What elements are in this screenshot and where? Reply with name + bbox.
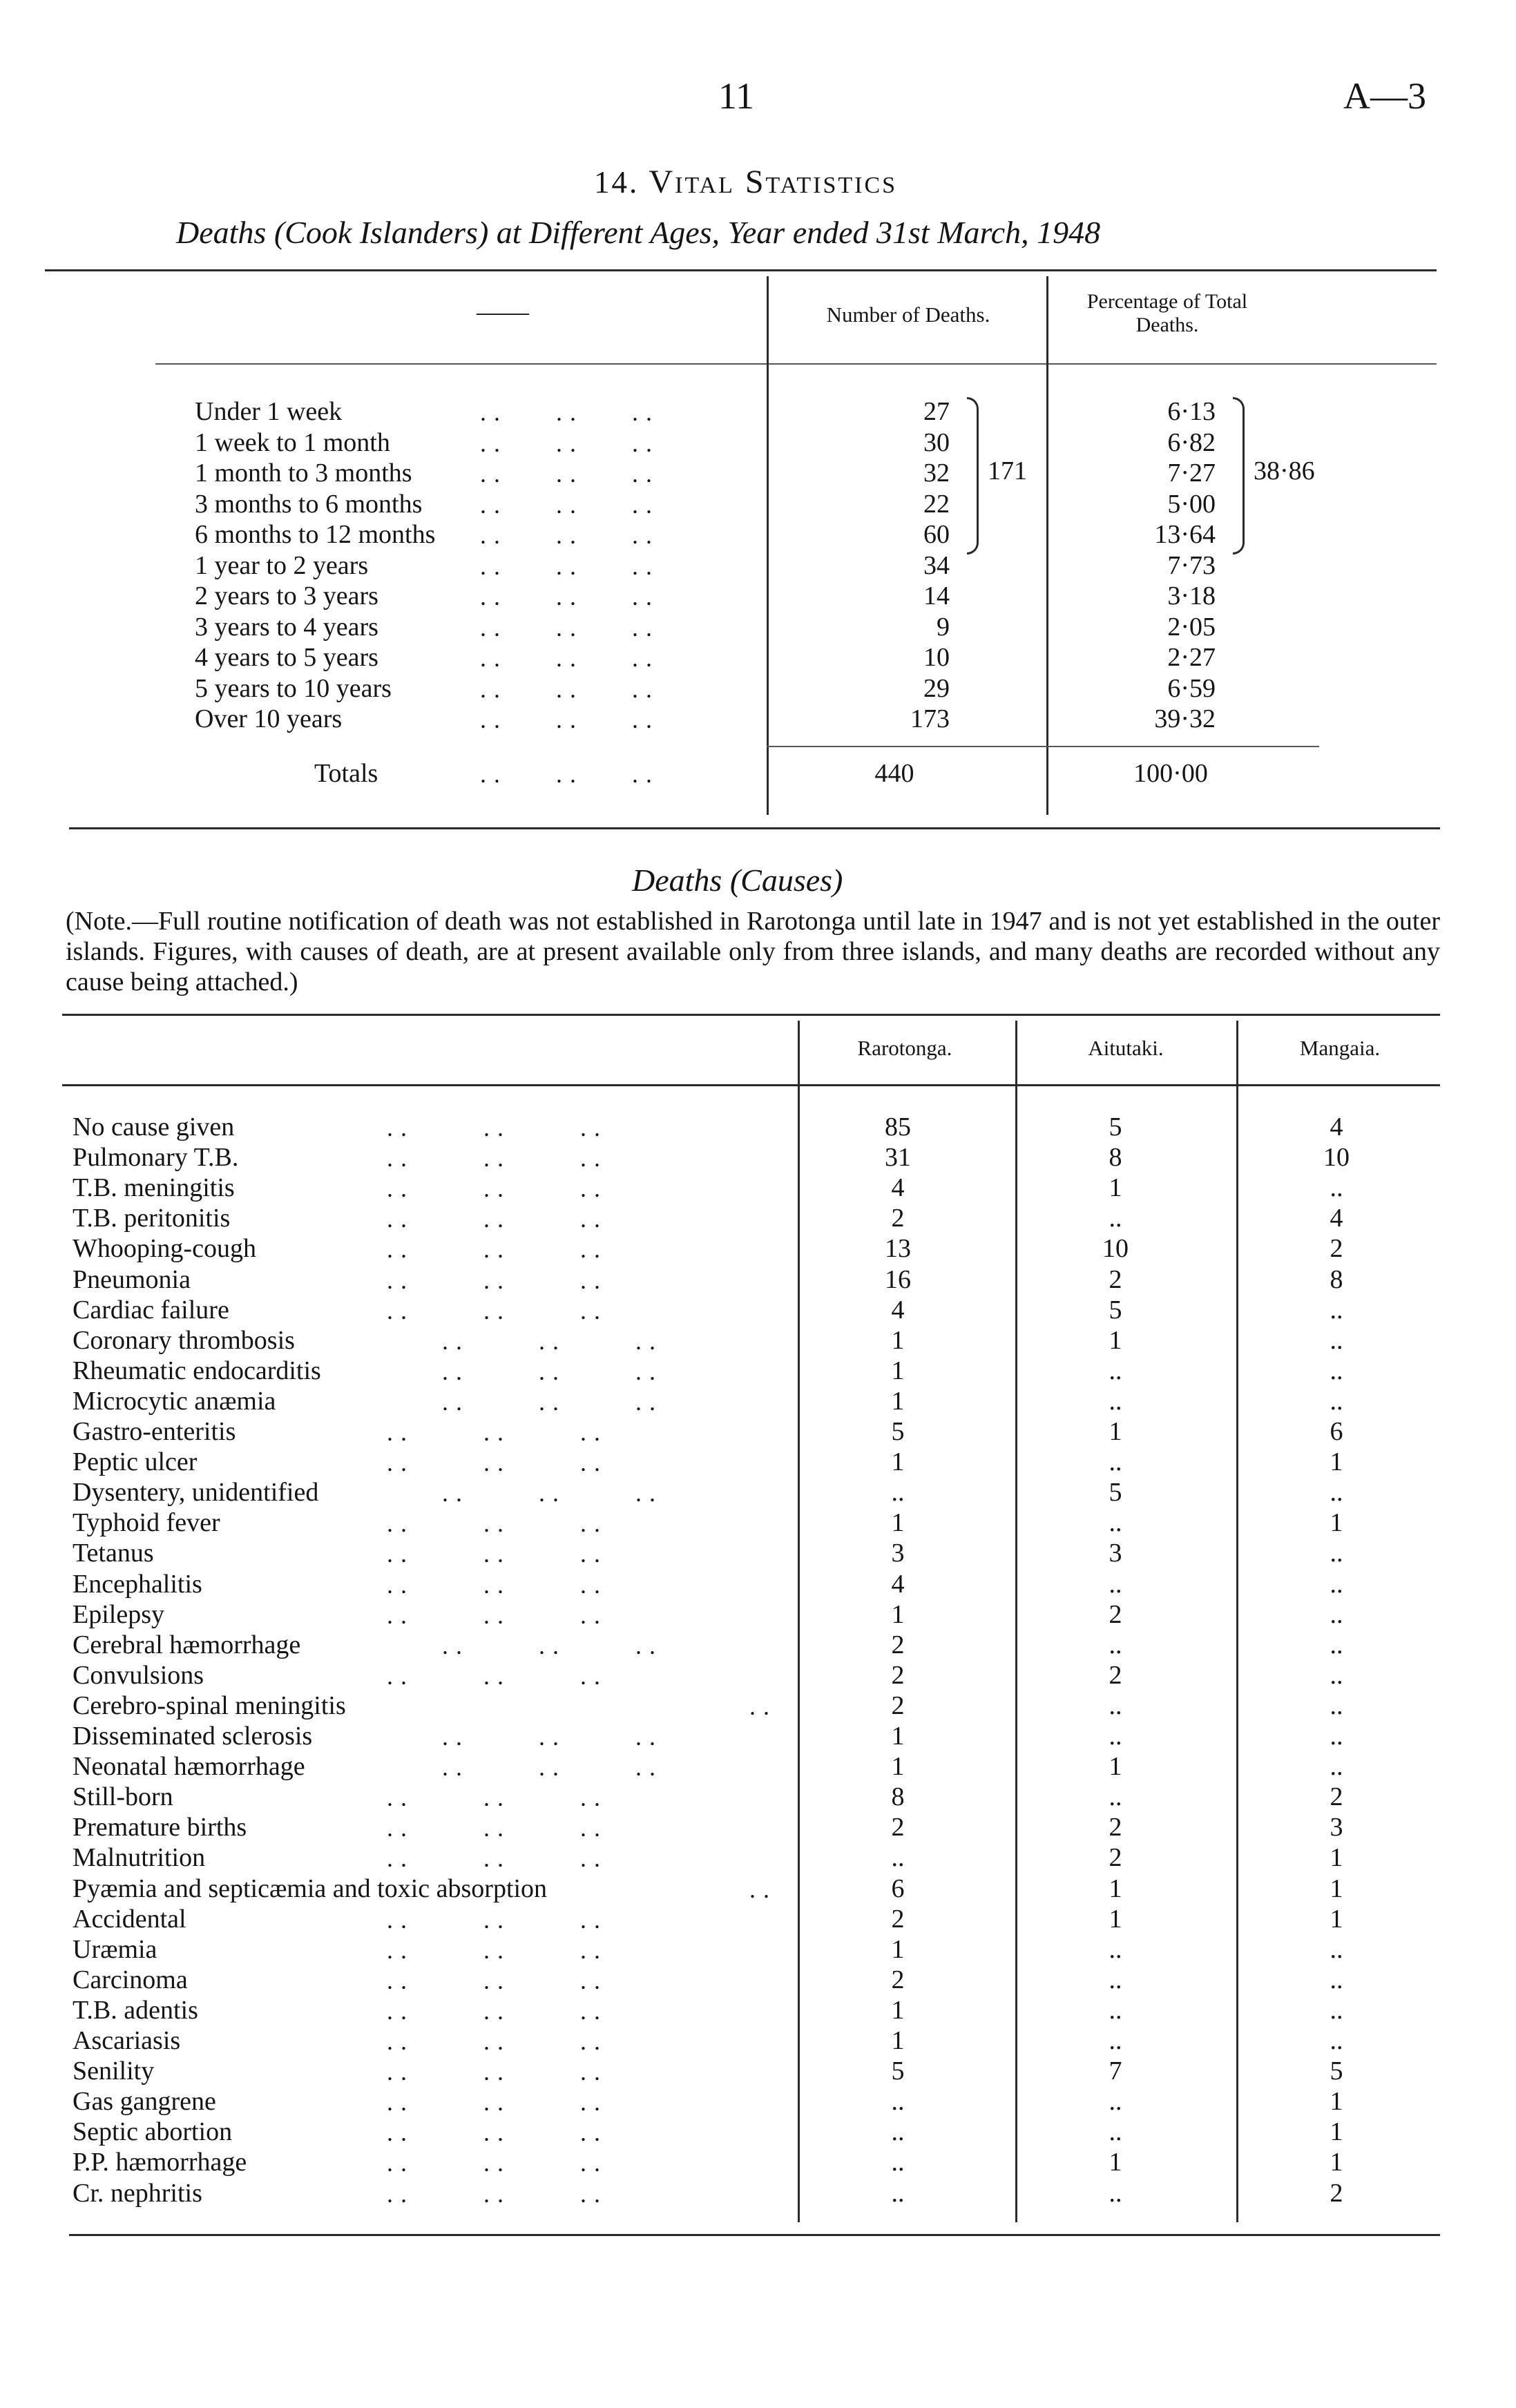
table2-cell-mangaia: .. [1330, 1570, 1343, 1599]
dot-leader: . . . . . . [442, 1327, 656, 1355]
table2-cell-mangaia: 2 [1330, 2179, 1343, 2208]
table1-row-deaths: 173 [910, 704, 950, 733]
table2-cell-aitutaki: 1 [1109, 2148, 1122, 2177]
table2-cell-aitutaki: .. [1109, 1204, 1122, 1233]
table2-cell-rarotonga: 1 [891, 1508, 905, 1537]
table2-cell-mangaia: .. [1330, 1387, 1343, 1416]
table1-row-percent: 6·82 [1167, 428, 1216, 457]
table1-row-percent: 7·73 [1167, 551, 1216, 580]
table2-cell-aitutaki: .. [1109, 1935, 1122, 1964]
dot-leader: . . . . . . [442, 1753, 656, 1781]
dot-leader: . . . . . . [387, 1175, 601, 1202]
table2-row-cause: Encephalitis [73, 1570, 202, 1599]
table2-cell-rarotonga: 1 [891, 1447, 905, 1476]
table2-cell-aitutaki: 1 [1109, 1905, 1122, 1934]
table2-row-cause: Whooping-cough [73, 1234, 256, 1263]
dot-leader: . . . . . . [387, 2119, 601, 2146]
table2-row-cause: Coronary thrombosis [73, 1326, 295, 1355]
table1-row-percent: 7·27 [1167, 459, 1216, 488]
table2-cell-rarotonga: 4 [891, 1173, 905, 1202]
table1-percent-brace [1233, 397, 1245, 555]
table1-row-label: Over 10 years [195, 704, 343, 733]
table2-row-cause: Microcytic anæmia [73, 1387, 276, 1416]
table2-cell-rarotonga: 2 [891, 1204, 905, 1233]
table2-cell-rarotonga: 6 [891, 1874, 905, 1903]
table2-cell-aitutaki: 2 [1109, 1600, 1122, 1629]
table2-cell-rarotonga: 13 [885, 1234, 911, 1263]
table2-cell-aitutaki: .. [1109, 2087, 1122, 2116]
table2-cell-rarotonga: 1 [891, 1356, 905, 1385]
table2-row-cause: Gastro-enteritis [73, 1417, 236, 1446]
table1-totals-leader: . . . . . . [480, 760, 653, 788]
table2-cell-aitutaki: 1 [1109, 1752, 1122, 1781]
dot-leader: . . . . . . [387, 1449, 601, 1476]
table2-cell-rarotonga: 2 [891, 1905, 905, 1934]
table2-cell-aitutaki: 5 [1109, 1478, 1122, 1507]
table2-cell-mangaia: .. [1330, 1691, 1343, 1720]
table2-cell-mangaia: .. [1330, 1478, 1343, 1507]
table2-cell-rarotonga: 5 [891, 2057, 905, 2086]
dot-leader: . . . . . . [480, 583, 653, 610]
table1-row-percent: 2·05 [1167, 613, 1216, 642]
page-reference: A—3 [1343, 75, 1426, 117]
table1-row-deaths: 10 [923, 643, 950, 672]
table1-row-deaths: 9 [937, 613, 950, 642]
table2-cell-rarotonga: 4 [891, 1570, 905, 1599]
dot-leader: . . . . . . [387, 1205, 601, 1233]
table2-row-cause: Accidental [73, 1905, 186, 1934]
table2-cell-rarotonga: 2 [891, 1661, 905, 1690]
table2-row-cause: Peptic ulcer [73, 1447, 198, 1476]
table2-cell-mangaia: 1 [1330, 1843, 1343, 1872]
table1-row-deaths: 32 [923, 459, 950, 488]
table1-totals-percent: 100·00 [1133, 759, 1208, 788]
table2-cell-rarotonga: 1 [891, 1326, 905, 1355]
table1-row-label: 3 years to 4 years [195, 613, 378, 642]
dot-leader: . . . . . . [387, 1997, 601, 2025]
table2-cell-aitutaki: 5 [1109, 1295, 1122, 1325]
dot-leader: . . . . . . [387, 2088, 601, 2116]
table2-cell-rarotonga: .. [891, 1843, 905, 1872]
table2-row-cause: Cerebro-spinal meningitis [73, 1691, 346, 1720]
table1-row-percent: 13·64 [1154, 520, 1216, 549]
table2-row-cause: Septic abortion [73, 2117, 233, 2146]
table2-row-cause: Typhoid fever [73, 1508, 220, 1537]
dot-leader: . . . . . . [387, 1114, 601, 1142]
dot-leader: . . . . . . [387, 2058, 601, 2086]
dot-leader: . . . . . . [480, 675, 653, 703]
dot-leader: . . . . . . [480, 460, 653, 488]
dot-leader: . . . . . . [480, 706, 653, 733]
table2-row-cause: Senility [73, 2057, 155, 2086]
dot-leader: . . . . . . [387, 1297, 601, 1325]
table2-top-rule [62, 1014, 1440, 1016]
table2-cell-mangaia: .. [1330, 1539, 1343, 1568]
table2-cell-rarotonga: 31 [885, 1143, 911, 1172]
dot-leader: . . . . . . [442, 1479, 656, 1507]
dot-leader: . . . . . . [480, 398, 653, 426]
table2-row-cause: Tetanus [73, 1539, 154, 1568]
table2-col-rarotonga-header: Rarotonga. [857, 1036, 952, 1060]
table2-cell-aitutaki: .. [1109, 1630, 1122, 1659]
table2-cell-aitutaki: 3 [1109, 1539, 1122, 1568]
table2-cell-mangaia: .. [1330, 1356, 1343, 1385]
section-number: 14. [594, 165, 640, 200]
table2-row-cause: Malnutrition [73, 1843, 206, 1872]
table1-row-deaths: 60 [923, 520, 950, 549]
dot-leader: . . . . . . [387, 2180, 601, 2208]
table2-cell-aitutaki: .. [1109, 1387, 1122, 1416]
table1-row-deaths: 29 [923, 674, 950, 703]
table1-row-label: 1 month to 3 months [195, 459, 412, 488]
table2-cell-rarotonga: 16 [885, 1265, 911, 1294]
dot-leader: . . . . . . [387, 1571, 601, 1599]
table2-cell-aitutaki: 2 [1109, 1843, 1122, 1872]
table2-note: (Note.—Full routine notification of death was not established in Rarotonga until late in 1947 and is not yet established in the outer islands. Figures, with causes of death, are at present available only from three islands, and many deaths are recorded without any cause being attached.) [66, 907, 1440, 996]
table2-cell-rarotonga: .. [891, 2117, 905, 2146]
table2-cell-mangaia: .. [1330, 1173, 1343, 1202]
table2-cell-rarotonga: 1 [891, 1387, 905, 1416]
dot-leader: . . [749, 1876, 770, 1903]
table2-cell-mangaia: 1 [1330, 1874, 1343, 1903]
dot-leader: . . . . . . [480, 614, 653, 642]
dot-leader: . . . . . . [387, 1662, 601, 1690]
table2-row-cause: Cerebral hæmorrhage [73, 1630, 301, 1659]
table2-cell-mangaia: 4 [1330, 1113, 1343, 1142]
dot-leader: . . . . . . [480, 521, 653, 549]
table2-row-cause: No cause given [73, 1113, 235, 1142]
table1-col-deaths-header: Number of Deaths. [826, 302, 990, 327]
table1-row-deaths: 30 [923, 428, 950, 457]
table2-cell-rarotonga: 2 [891, 1965, 905, 1994]
table1-row-deaths: 14 [923, 581, 950, 610]
table2-cell-mangaia: .. [1330, 1965, 1343, 1994]
table2-row-cause: Neonatal hæmorrhage [73, 1752, 305, 1781]
table2-cell-rarotonga: 2 [891, 1691, 905, 1720]
table2-cell-aitutaki: .. [1109, 1447, 1122, 1476]
dot-leader: . . . . . . [442, 1358, 656, 1385]
table2-cell-aitutaki: .. [1109, 1691, 1122, 1720]
dot-leader: . . . . . . [387, 1418, 601, 1446]
table2-cell-rarotonga: 1 [891, 1935, 905, 1964]
dot-leader: . . . . . . [442, 1388, 656, 1416]
table1-under-one-year-deaths: 171 [988, 456, 1027, 485]
table2-cell-mangaia: .. [1330, 2026, 1343, 2055]
table2-cell-aitutaki: .. [1109, 1782, 1122, 1811]
dot-leader: . . . . . . [387, 1601, 601, 1629]
table2-cell-aitutaki: .. [1109, 1996, 1122, 2025]
table2-row-cause: T.B. meningitis [73, 1173, 235, 1202]
table2-cell-mangaia: .. [1330, 1722, 1343, 1751]
table2-cell-rarotonga: 3 [891, 1539, 905, 1568]
table2-row-cause: Rheumatic endocarditis [73, 1356, 321, 1385]
table1-row-percent: 5·00 [1167, 490, 1216, 519]
table2-cell-rarotonga: 2 [891, 1630, 905, 1659]
table2-cell-mangaia: .. [1330, 1326, 1343, 1355]
table1-deaths-brace [967, 397, 979, 555]
table2-cell-aitutaki: 10 [1102, 1234, 1129, 1263]
table2-cell-mangaia: 1 [1330, 2117, 1343, 2146]
dot-leader: . . . . . . [442, 1632, 656, 1659]
table2-cell-mangaia: 10 [1323, 1143, 1350, 1172]
table1-row-deaths: 34 [923, 551, 950, 580]
table2-row-cause: Ascariasis [73, 2026, 181, 2055]
table1-row-label: 1 week to 1 month [195, 428, 390, 457]
table2-cell-mangaia: 5 [1330, 2057, 1343, 2086]
table2-cell-aitutaki: 2 [1109, 1265, 1122, 1294]
table2-cell-rarotonga: 1 [891, 1752, 905, 1781]
table2-cell-aitutaki: .. [1109, 2179, 1122, 2208]
table2-title: Deaths (Causes) [632, 863, 843, 898]
table2-cell-mangaia: .. [1330, 1661, 1343, 1690]
table2-cell-rarotonga: 5 [891, 1417, 905, 1446]
table2-cell-rarotonga: 1 [891, 1722, 905, 1751]
table2-cell-rarotonga: .. [891, 1478, 905, 1507]
dot-leader: . . . . . . [387, 1235, 601, 1263]
dot-leader: . . . . . . [387, 2027, 601, 2055]
table2-cell-mangaia: .. [1330, 1600, 1343, 1629]
table1-title: Deaths (Cook Islanders) at Different Ages, Year ended 31st March, 1948 [176, 215, 1101, 250]
dot-leader: . . . . . . [480, 644, 653, 672]
table2-cell-aitutaki: 5 [1109, 1113, 1122, 1142]
table2-col-divider-3 [1236, 1021, 1238, 2222]
table2-cell-mangaia: 8 [1330, 1265, 1343, 1294]
table2-row-cause: Pulmonary T.B. [73, 1143, 239, 1172]
table2-row-cause: Disseminated sclerosis [73, 1722, 313, 1751]
dot-leader: . . . . . . [442, 1723, 656, 1751]
table2-row-cause: Epilepsy [73, 1600, 164, 1629]
table2-cell-aitutaki: .. [1109, 1508, 1122, 1537]
table2-row-cause: Cr. nephritis [73, 2179, 202, 2208]
table1-row-percent: 6·13 [1167, 397, 1216, 426]
table1-row-label: 5 years to 10 years [195, 674, 392, 703]
table2-cell-mangaia: 1 [1330, 2148, 1343, 2177]
dot-leader: . . . . . . [480, 552, 653, 580]
table1-row-label: 1 year to 2 years [195, 551, 369, 580]
table2-row-cause: Still-born [73, 1782, 173, 1811]
table2-cell-mangaia: .. [1330, 1996, 1343, 2025]
table2-cell-aitutaki: .. [1109, 2026, 1122, 2055]
table2-col-aitutaki-header: Aitutaki. [1088, 1036, 1164, 1060]
table2-row-cause: Gas gangrene [73, 2087, 216, 2116]
table2-cell-aitutaki: 1 [1109, 1417, 1122, 1446]
table2-cell-aitutaki: 1 [1109, 1874, 1122, 1903]
dot-leader: . . . . . . [387, 1906, 601, 1934]
table2-row-cause: Uræmia [73, 1935, 157, 1964]
table2-row-cause: Carcinoma [73, 1965, 188, 1994]
dot-leader: . . . . . . [480, 491, 653, 519]
table1-col-divider-2 [1046, 276, 1048, 815]
table2-cell-aitutaki: .. [1109, 1570, 1122, 1599]
table2-cell-aitutaki: 2 [1109, 1813, 1122, 1842]
table2-row-cause: Pneumonia [73, 1265, 191, 1294]
table1-row-label: 6 months to 12 months [195, 520, 436, 549]
dot-leader: . . . . . . [387, 1540, 601, 1568]
table2-cell-aitutaki: .. [1109, 2117, 1122, 2146]
table2-cell-aitutaki: 8 [1109, 1143, 1122, 1172]
table2-cell-rarotonga: .. [891, 2087, 905, 2116]
table2-cell-mangaia: 1 [1330, 2087, 1343, 2116]
table2-bottom-rule [69, 2234, 1440, 2236]
table2-cell-mangaia: 3 [1330, 1813, 1343, 1842]
table1-row-deaths: 27 [923, 397, 950, 426]
table2-row-cause: Premature births [73, 1813, 247, 1842]
table1-bottom-rule [69, 827, 1440, 829]
table1-row-label: Under 1 week [195, 397, 343, 426]
table1-row-percent: 6·59 [1167, 674, 1216, 703]
dot-leader: . . . . . . [480, 430, 653, 457]
table2-col-mangaia-header: Mangaia. [1299, 1036, 1381, 1060]
table2-row-cause: Pyæmia and septicæmia and toxic absorption [73, 1874, 548, 1903]
table1-row-percent: 39·32 [1154, 704, 1216, 733]
table2-row-cause: P.P. hæmorrhage [73, 2148, 247, 2177]
table1-totals-rule [767, 746, 1319, 747]
dot-leader: . . . . . . [387, 1510, 601, 1537]
dot-leader: . . . . . . [387, 1784, 601, 1811]
section-title [594, 163, 897, 201]
dot-leader: . . . . . . [387, 1144, 601, 1172]
table1-col-percent-header: Percentage of Total Deaths. [1086, 290, 1248, 336]
table1-row-percent: 2·27 [1167, 643, 1216, 672]
dot-leader: . . . . . . [387, 2149, 601, 2177]
table2-cell-aitutaki: 1 [1109, 1326, 1122, 1355]
table2-cell-rarotonga: 2 [891, 1813, 905, 1842]
table1-totals-deaths: 440 [874, 759, 914, 788]
table2-cell-rarotonga: 1 [891, 1996, 905, 2025]
dot-leader: . . . . . . [387, 1266, 601, 1294]
table2-cell-mangaia: 1 [1330, 1905, 1343, 1934]
table2-cell-mangaia: 1 [1330, 1447, 1343, 1476]
table2-cell-mangaia: 2 [1330, 1782, 1343, 1811]
dot-leader: . . . . . . [387, 1814, 601, 1842]
table2-row-cause: T.B. peritonitis [73, 1204, 231, 1233]
table1-top-rule [45, 269, 1437, 271]
table1-row-percent: 3·18 [1167, 581, 1216, 610]
table2-cell-aitutaki: 2 [1109, 1661, 1122, 1690]
table2-cell-aitutaki: .. [1109, 1722, 1122, 1751]
table2-cell-rarotonga: 8 [891, 1782, 905, 1811]
table2-cell-rarotonga: 1 [891, 1600, 905, 1629]
table2-row-cause: Dysentery, unidentified [73, 1478, 319, 1507]
dot-leader: . . [749, 1693, 770, 1720]
table2-cell-mangaia: 4 [1330, 1204, 1343, 1233]
table2-cell-rarotonga: 85 [885, 1113, 911, 1142]
table1-row-label: 2 years to 3 years [195, 581, 378, 610]
table2-cell-aitutaki: 1 [1109, 1173, 1122, 1202]
table1-header-rule [155, 363, 1437, 365]
table2-cell-rarotonga: 1 [891, 2026, 905, 2055]
table2-col-divider-1 [798, 1021, 800, 2222]
table1-col-divider-1 [767, 276, 769, 815]
dot-leader: . . . . . . [387, 1844, 601, 1872]
dot-leader: . . . . . . [387, 1936, 601, 1964]
table2-cell-aitutaki: .. [1109, 1965, 1122, 1994]
page-number: 11 [718, 75, 754, 117]
table1-row-deaths: 22 [923, 490, 950, 519]
table2-cell-aitutaki: 7 [1109, 2057, 1122, 2086]
table2-header-rule [62, 1084, 1440, 1086]
table2-cell-rarotonga: .. [891, 2148, 905, 2177]
table1-row-label: 4 years to 5 years [195, 643, 378, 672]
table2-cell-aitutaki: .. [1109, 1356, 1122, 1385]
table1-under-one-year-percent: 38·86 [1254, 456, 1315, 485]
table2-cell-rarotonga: .. [891, 2179, 905, 2208]
table2-cell-rarotonga: 4 [891, 1295, 905, 1325]
table2-cell-mangaia: .. [1330, 1630, 1343, 1659]
table2-row-cause: T.B. adentis [73, 1996, 198, 2025]
table2-cell-mangaia: .. [1330, 1752, 1343, 1781]
dot-leader: . . . . . . [387, 1967, 601, 1994]
table2-col-divider-2 [1015, 1021, 1017, 2222]
table1-stub-header: —— [477, 298, 529, 327]
table2-cell-mangaia: 2 [1330, 1234, 1343, 1263]
table2-cell-mangaia: .. [1330, 1295, 1343, 1325]
section-title-text: Vital Statistics [649, 164, 898, 200]
table1-totals-label: Totals [314, 759, 378, 788]
table2-cell-mangaia: 6 [1330, 1417, 1343, 1446]
table1-row-label: 3 months to 6 months [195, 490, 423, 519]
table2-cell-mangaia: .. [1330, 1935, 1343, 1964]
table2-cell-mangaia: 1 [1330, 1508, 1343, 1537]
table2-row-cause: Cardiac failure [73, 1295, 229, 1325]
table2-row-cause: Convulsions [73, 1661, 204, 1690]
